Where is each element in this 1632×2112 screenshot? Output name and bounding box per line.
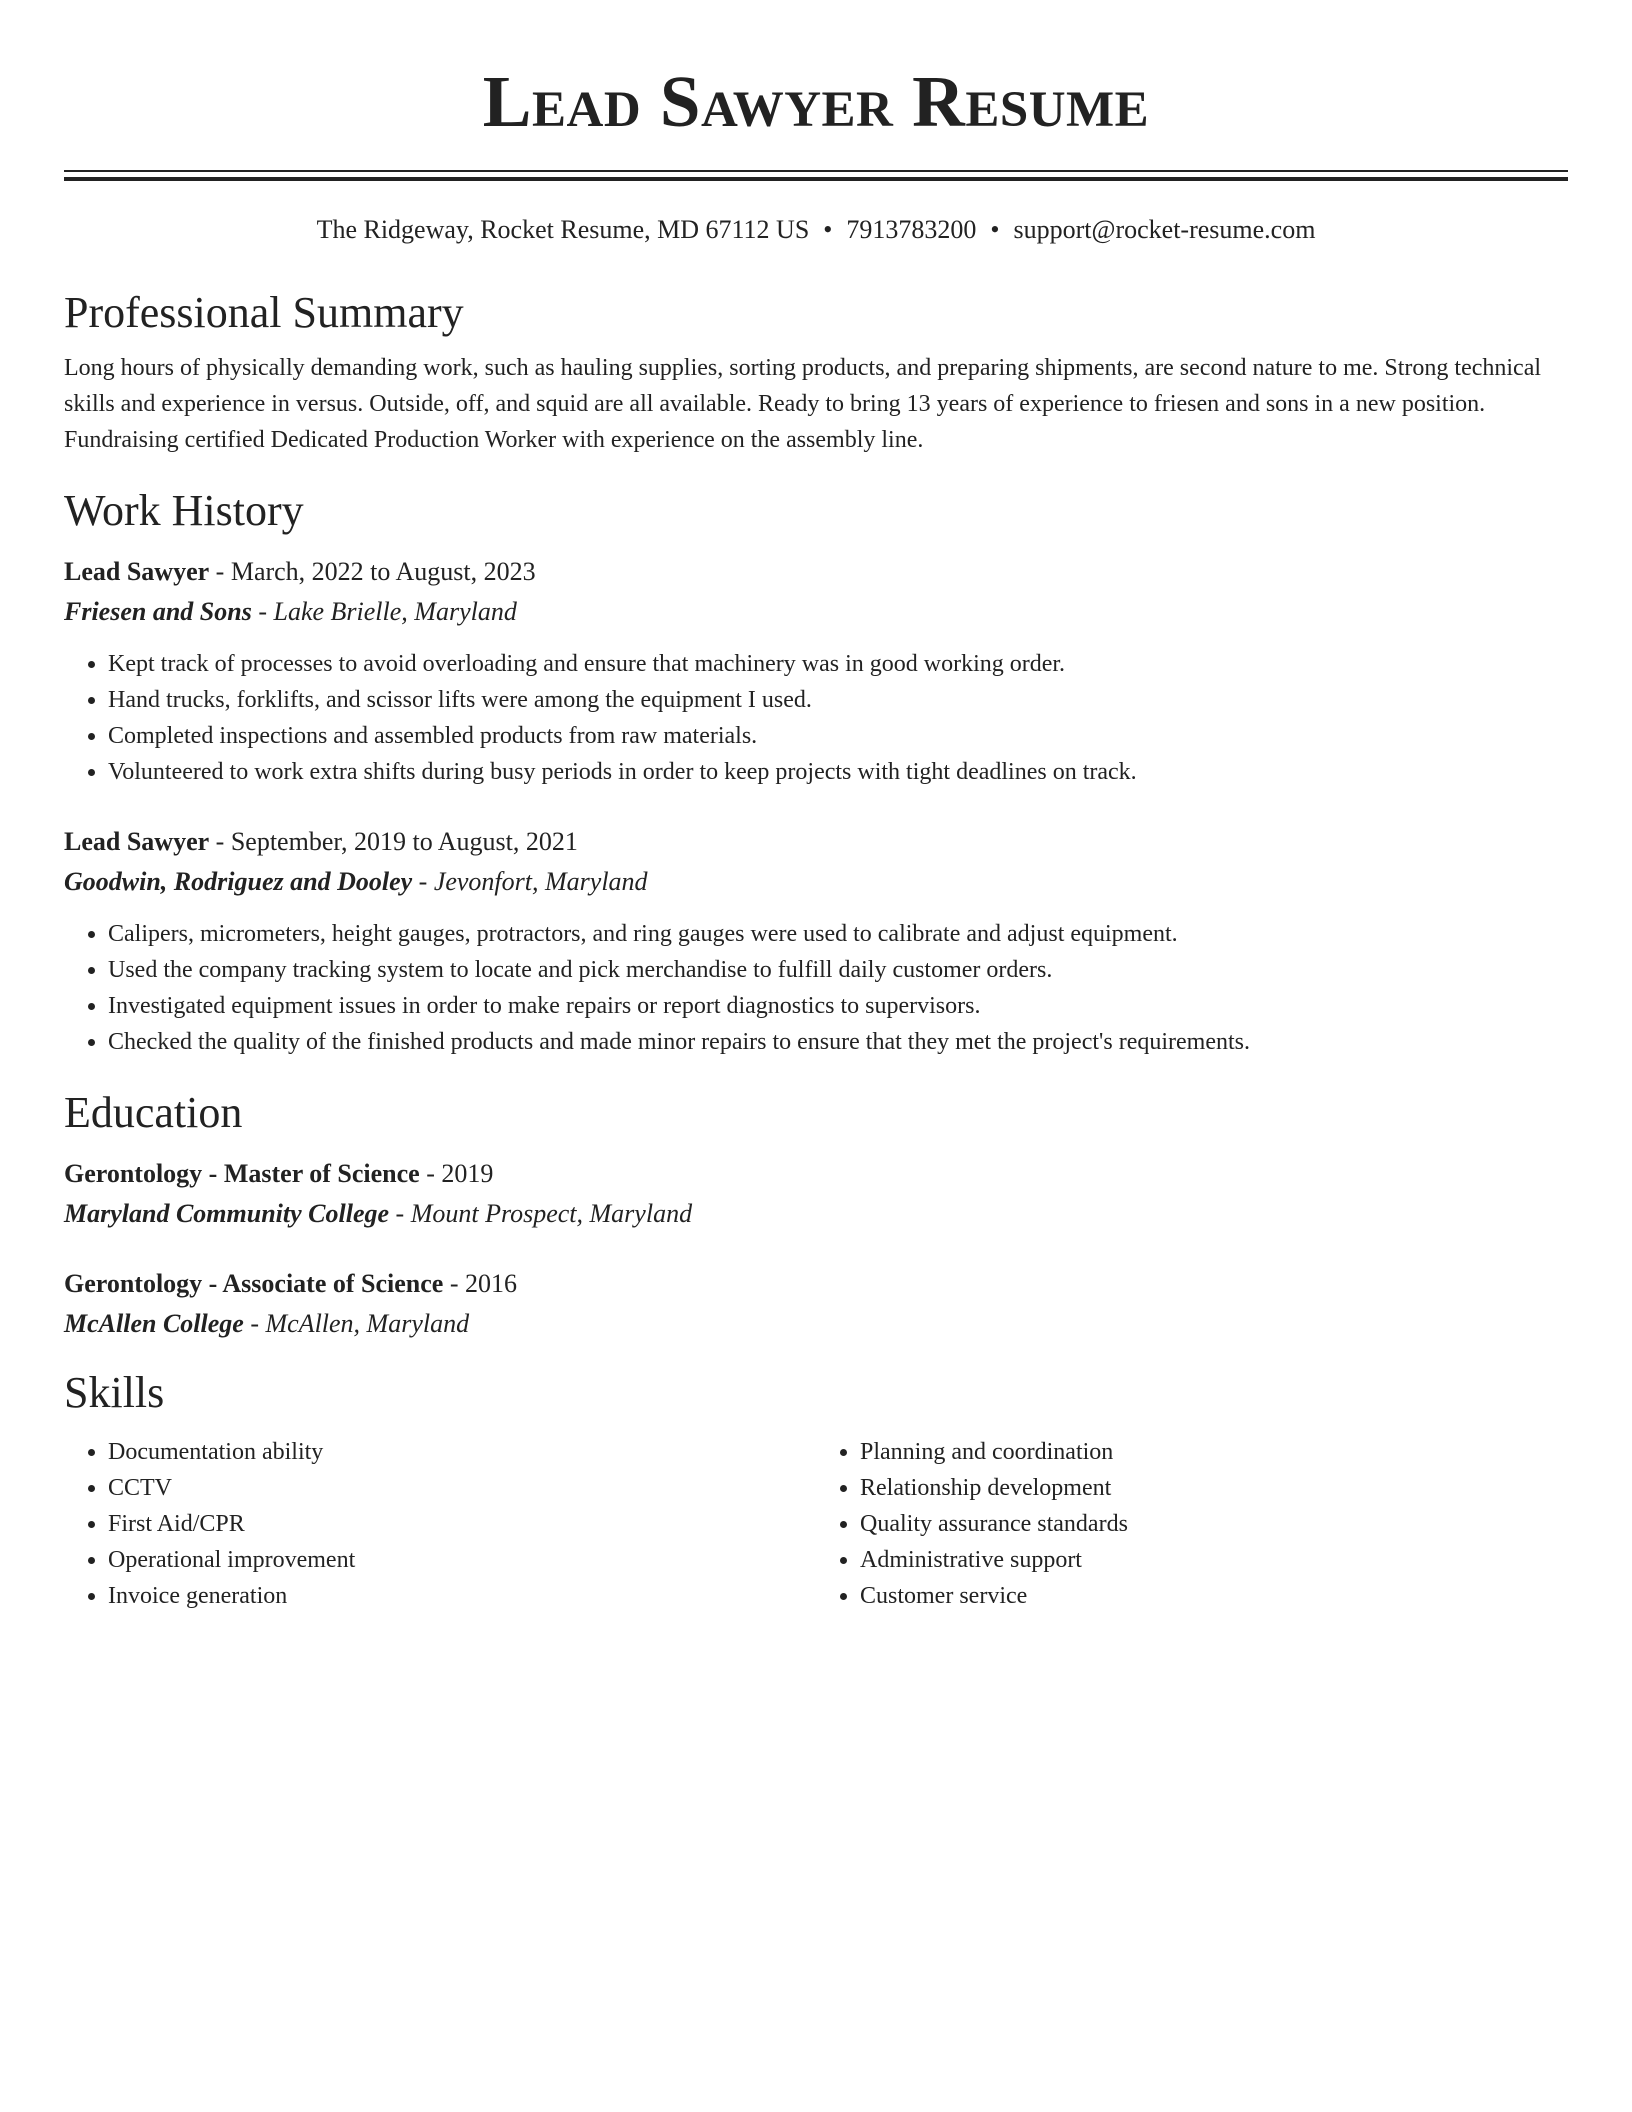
education-entry bbox=[64, 1264, 1568, 1344]
job-company-line bbox=[64, 592, 1568, 632]
job-company-line bbox=[64, 862, 1568, 902]
work-history-heading: Work History bbox=[64, 486, 304, 535]
contact-address: The Ridgeway, Rocket Resume, MD 67112 US bbox=[316, 215, 810, 244]
job-location: - Lake Brielle, Maryland bbox=[251, 597, 517, 626]
job-duty: • Kept track of processes to avoid overloading and ensure that machinery was in good working order. bbox=[108, 646, 1568, 682]
job-duties-list bbox=[64, 646, 1568, 790]
graduation-year: - 2019 bbox=[419, 1159, 494, 1188]
skill-item: • Operational improvement bbox=[108, 1542, 816, 1578]
graduation-year: - 2016 bbox=[443, 1269, 518, 1298]
school-name: Maryland Community College bbox=[64, 1199, 390, 1228]
job-location: - Jevonfort, Maryland bbox=[412, 867, 648, 896]
skills-list-left bbox=[64, 1434, 816, 1614]
school-location: - Mount Prospect, Maryland bbox=[389, 1199, 693, 1228]
job-duty: • Checked the quality of the finished products and made minor repairs to ensure that they met the project's requirements. bbox=[108, 1024, 1568, 1060]
school-line bbox=[64, 1304, 1568, 1344]
degree: Gerontology - Associate of Science bbox=[64, 1269, 444, 1298]
summary-heading: Professional Summary bbox=[64, 288, 464, 337]
job-duty: • Completed inspections and assembled products from raw materials. bbox=[108, 718, 1568, 754]
job-duties-list bbox=[64, 916, 1568, 1060]
job-duty: • Hand trucks, forklifts, and scissor lifts were among the equipment I used. bbox=[108, 682, 1568, 718]
job-title: Lead Sawyer bbox=[64, 557, 210, 586]
job-title-line bbox=[64, 822, 1568, 862]
degree-line bbox=[64, 1154, 1568, 1194]
degree: Gerontology - Master of Science bbox=[64, 1159, 420, 1188]
job-entry bbox=[64, 822, 1568, 1060]
degree-line bbox=[64, 1264, 1568, 1304]
education-entry bbox=[64, 1154, 1568, 1234]
job-entry bbox=[64, 552, 1568, 790]
skill-item: • First Aid/CPR bbox=[108, 1506, 816, 1542]
job-title: Lead Sawyer bbox=[64, 827, 210, 856]
contact-separator: • bbox=[990, 215, 1000, 244]
title-divider bbox=[64, 170, 1568, 181]
job-duty: • Volunteered to work extra shifts during busy periods in order to keep projects with tight deadlines on track. bbox=[108, 754, 1568, 790]
education-heading: Education bbox=[64, 1088, 243, 1137]
skill-item: • Customer service bbox=[860, 1578, 1568, 1614]
job-company: Friesen and Sons bbox=[64, 597, 252, 626]
job-company: Goodwin, Rodriguez and Dooley bbox=[64, 867, 413, 896]
skill-item: • Quality assurance standards bbox=[860, 1506, 1568, 1542]
skill-item: • CCTV bbox=[108, 1470, 816, 1506]
resume-title: Lead Sawyer Resume bbox=[482, 61, 1150, 142]
contact-info bbox=[64, 214, 1568, 246]
job-duty: • Used the company tracking system to locate and pick merchandise to fulfill daily customer orders. bbox=[108, 952, 1568, 988]
skill-item: • Relationship development bbox=[860, 1470, 1568, 1506]
skill-item: • Administrative support bbox=[860, 1542, 1568, 1578]
job-duty: • Calipers, micrometers, height gauges, protractors, and ring gauges were used to calibrate and adjust equipment. bbox=[108, 916, 1568, 952]
contact-phone: 7913783200 bbox=[846, 215, 977, 244]
skills-heading: Skills bbox=[64, 1368, 165, 1417]
skills-grid bbox=[64, 1434, 1568, 1614]
school-line bbox=[64, 1194, 1568, 1234]
contact-separator: • bbox=[823, 215, 833, 244]
summary-text: Long hours of physically demanding work, such as hauling supplies, sorting products, and preparing shipments, are second nature to me. Strong technical skills and experience in versus. Outside, off, and squid are all available. Ready to bring 13 years of experience to friesen and sons in a new position. Fundraising certified Dedicated Production Worker with experience on the assembly line. bbox=[64, 355, 1542, 453]
contact-email: support@rocket-resume.com bbox=[1013, 215, 1316, 244]
job-dates: - September, 2019 to August, 2021 bbox=[209, 827, 578, 856]
school-location: - McAllen, Maryland bbox=[243, 1309, 470, 1338]
job-dates: - March, 2022 to August, 2023 bbox=[209, 557, 536, 586]
school-name: McAllen College bbox=[64, 1309, 244, 1338]
skill-item: • Planning and coordination bbox=[860, 1434, 1568, 1470]
skills-list-right bbox=[816, 1434, 1568, 1614]
job-duty: • Investigated equipment issues in order to make repairs or report diagnostics to supervisors. bbox=[108, 988, 1568, 1024]
skill-item: • Invoice generation bbox=[108, 1578, 816, 1614]
skill-item: • Documentation ability bbox=[108, 1434, 816, 1470]
job-title-line bbox=[64, 552, 1568, 592]
